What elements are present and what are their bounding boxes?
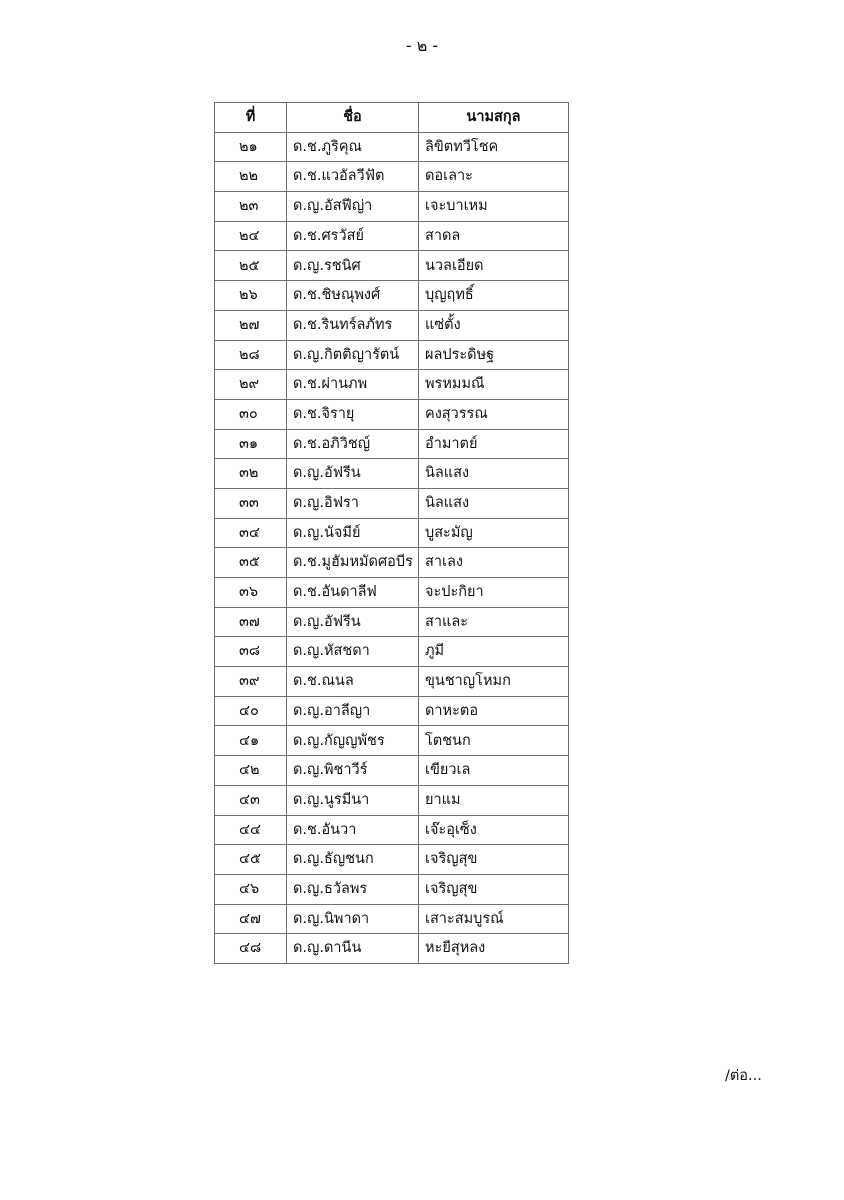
row-number: ๔๕ <box>215 845 287 875</box>
last-name: เจ๊ะอุเซ็ง <box>419 815 569 845</box>
first-name: ด.ญ.ดานีน <box>287 934 419 964</box>
table-row <box>215 518 569 548</box>
first-name: ด.ญ.อาลีญา <box>287 696 419 726</box>
table-row <box>215 488 569 518</box>
column-header-no: ที่ <box>215 103 287 133</box>
table-row <box>215 904 569 934</box>
row-number: ๓๐ <box>215 399 287 429</box>
table-row <box>215 429 569 459</box>
row-number: ๒๘ <box>215 340 287 370</box>
last-name: นิลแสง <box>419 488 569 518</box>
row-number: ๔๘ <box>215 934 287 964</box>
first-name: ด.ญ.ธัญชนก <box>287 845 419 875</box>
first-name: ด.ช.จิรายุ <box>287 399 419 429</box>
column-header-first-name: ชื่อ <box>287 103 419 133</box>
row-number: ๓๘ <box>215 637 287 667</box>
table-row <box>215 696 569 726</box>
row-number: ๒๕ <box>215 251 287 281</box>
first-name: ด.ญ.นูรมีนา <box>287 785 419 815</box>
table-row <box>215 281 569 311</box>
row-number: ๒๑ <box>215 132 287 162</box>
row-number: ๒๔ <box>215 221 287 251</box>
first-name: ด.ช.อภิวิชญ์ <box>287 429 419 459</box>
row-number: ๓๕ <box>215 548 287 578</box>
first-name: ด.ช.รินทร์ลภัทร <box>287 310 419 340</box>
first-name: ด.ญ.นิพาดา <box>287 904 419 934</box>
first-name: ด.ญ.ธวัลพร <box>287 874 419 904</box>
first-name: ด.ช.ภูริคุณ <box>287 132 419 162</box>
last-name: ดอเลาะ <box>419 162 569 192</box>
last-name: จะปะกิยา <box>419 578 569 608</box>
first-name: ด.ญ.อิฟรา <box>287 488 419 518</box>
row-number: ๒๙ <box>215 370 287 400</box>
row-number: ๔๗ <box>215 904 287 934</box>
row-number: ๔๓ <box>215 785 287 815</box>
first-name: ด.ญ.อัฟรีน <box>287 607 419 637</box>
row-number: ๓๖ <box>215 578 287 608</box>
last-name: ผลประดิษฐ <box>419 340 569 370</box>
last-name: ดาหะตอ <box>419 696 569 726</box>
row-number: ๒๖ <box>215 281 287 311</box>
last-name: นิลแสง <box>419 459 569 489</box>
last-name: พรหมมณี <box>419 370 569 400</box>
row-number: ๒๓ <box>215 192 287 222</box>
table-row <box>215 874 569 904</box>
table-row <box>215 132 569 162</box>
last-name: อำมาตย์ <box>419 429 569 459</box>
table-row <box>215 370 569 400</box>
last-name: นวลเอียด <box>419 251 569 281</box>
row-number: ๓๓ <box>215 488 287 518</box>
last-name: โตชนก <box>419 726 569 756</box>
first-name: ด.ช.ณนล <box>287 667 419 697</box>
row-number: ๔๔ <box>215 815 287 845</box>
first-name: ด.ญ.พิชาวีร์ <box>287 756 419 786</box>
last-name: เสาะสมบูรณ์ <box>419 904 569 934</box>
first-name: ด.ญ.กัญญพัชร <box>287 726 419 756</box>
first-name: ด.ช.แวอัลวีฟัต <box>287 162 419 192</box>
row-number: ๓๔ <box>215 518 287 548</box>
column-header-last-name: นามสกุล <box>419 103 569 133</box>
row-number: ๔๐ <box>215 696 287 726</box>
table-row <box>215 845 569 875</box>
table-row <box>215 578 569 608</box>
row-number: ๒๒ <box>215 162 287 192</box>
table-row <box>215 607 569 637</box>
last-name: เขียวเล <box>419 756 569 786</box>
table-row <box>215 399 569 429</box>
table-row <box>215 340 569 370</box>
row-number: ๓๙ <box>215 667 287 697</box>
page-number: - ๒ - <box>405 36 439 55</box>
first-name: ด.ญ.หัสชดา <box>287 637 419 667</box>
last-name: บูสะมัญ <box>419 518 569 548</box>
table-header-row <box>215 103 569 133</box>
table-row <box>215 785 569 815</box>
last-name: สาและ <box>419 607 569 637</box>
last-name: ขุนชาญโหมก <box>419 667 569 697</box>
last-name: บุญฤทธิ์ <box>419 281 569 311</box>
table-row <box>215 162 569 192</box>
last-name: คงสุวรรณ <box>419 399 569 429</box>
row-number: ๔๖ <box>215 874 287 904</box>
last-name: เจะบาเหม <box>419 192 569 222</box>
row-number: ๒๗ <box>215 310 287 340</box>
student-roster-table <box>214 102 569 964</box>
table-row <box>215 548 569 578</box>
table-row <box>215 815 569 845</box>
table-row <box>215 221 569 251</box>
continued-note: /ต่อ... <box>725 1068 762 1084</box>
last-name: ลิขิตทวีโชค <box>419 132 569 162</box>
first-name: ด.ญ.กิตติญารัตน์ <box>287 340 419 370</box>
table-row <box>215 667 569 697</box>
row-number: ๔๒ <box>215 756 287 786</box>
last-name: ยาแม <box>419 785 569 815</box>
row-number: ๓๗ <box>215 607 287 637</box>
row-number: ๓๑ <box>215 429 287 459</box>
first-name: ด.ช.อันดาลีฟ <box>287 578 419 608</box>
row-number: ๔๑ <box>215 726 287 756</box>
last-name: แซ่ตั้ง <box>419 310 569 340</box>
row-number: ๓๒ <box>215 459 287 489</box>
first-name: ด.ช.ผ่านภพ <box>287 370 419 400</box>
table-row <box>215 934 569 964</box>
last-name: เจริญสุข <box>419 874 569 904</box>
first-name: ด.ญ.อัสฟีญ่า <box>287 192 419 222</box>
first-name: ด.ช.มูฮัมหมัดศอบีร <box>287 548 419 578</box>
table-row <box>215 192 569 222</box>
first-name: ด.ญ.นัจมีย์ <box>287 518 419 548</box>
last-name: สาดล <box>419 221 569 251</box>
table-row <box>215 637 569 667</box>
table-row <box>215 310 569 340</box>
first-name: ด.ช.ศรวัสย์ <box>287 221 419 251</box>
first-name: ด.ญ.อัฟรีน <box>287 459 419 489</box>
last-name: สาเลง <box>419 548 569 578</box>
table-row <box>215 459 569 489</box>
table-row <box>215 726 569 756</box>
last-name: ภูมี <box>419 637 569 667</box>
last-name: หะยีสุหลง <box>419 934 569 964</box>
table-row <box>215 756 569 786</box>
last-name: เจริญสุข <box>419 845 569 875</box>
first-name: ด.ช.อันวา <box>287 815 419 845</box>
first-name: ด.ญ.รชนิศ <box>287 251 419 281</box>
first-name: ด.ช.ชิษณุพงศ์ <box>287 281 419 311</box>
table-row <box>215 251 569 281</box>
